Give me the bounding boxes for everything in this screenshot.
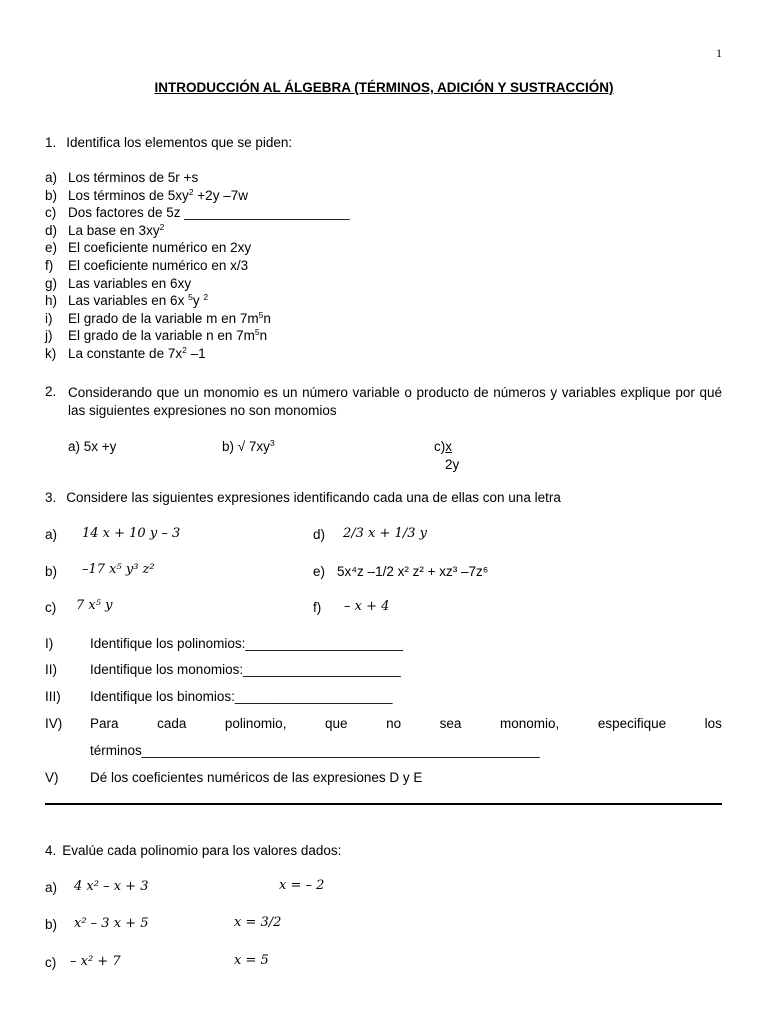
q4-number: 4. [45, 843, 57, 858]
q2-option-b: b) √ $7xy^3$ [222, 438, 275, 454]
q4-label: b) [45, 917, 58, 932]
q3-task-label: II) [45, 662, 57, 677]
q1-list [45, 169, 349, 363]
q4-label: a) [45, 880, 58, 895]
q3-task-label: V) [45, 770, 59, 785]
q3-label-c: c) [45, 600, 57, 615]
list-item: d) La base en $3xy^2$ [45, 221, 165, 238]
q3-heading [45, 490, 561, 505]
q4-prompt: Evalúe cada polinomio para los valores dados: [62, 843, 342, 858]
q2-text: Considerando que un monomio es un número variable o producto de números y variables explique por qué las siguientes expresiones no son monomios [68, 385, 722, 418]
q3-task-label: IV) [45, 716, 63, 731]
q1-prompt: Identifica los elementos que se piden: [66, 135, 293, 150]
q3-label-d: d) [313, 527, 326, 542]
q3-number: 3. [45, 490, 57, 505]
list-item: b) Los términos de $5xy^2 +2y$ –7w [45, 186, 248, 203]
q3-task-label: I) [45, 636, 54, 651]
q4-expr: 4 x² – x + 3 [74, 879, 149, 894]
q4-expr: – x² + 7 [70, 954, 121, 969]
q3-expr-b: –17 x⁵ y³ z² [82, 562, 155, 577]
q3-label-f: f) [313, 600, 322, 615]
q2-option-c-denominator: 2y [445, 457, 460, 472]
q3-expr-d: 2/3 x + 1/3 y [343, 526, 427, 541]
list-item: i) El grado de la variable m en $7m^5n$ [45, 309, 271, 326]
q3-task-iv-line2: términos_____________________________________________________ [90, 743, 540, 758]
q4-value: x = 3/2 [234, 915, 282, 930]
q3-prompt: Considere las siguientes expresiones identificando cada una de ellas con una letra [66, 490, 561, 505]
q3-label-a: a) [45, 527, 58, 542]
list-item: f) El coeficiente numérico en x/3 [45, 257, 249, 273]
q3-task-text: Identifique los monomios:_____________________ [90, 662, 401, 677]
q4-value: x = 5 [234, 953, 269, 968]
list-item: j) El grado de la variable n en $7m^5n$ [45, 327, 268, 344]
q3-task-text: Identifique los binomios:_____________________ [90, 689, 393, 704]
q3-expr-a: 14 x + 10 y – 3 [82, 526, 181, 541]
q3-expr-f: – x + 4 [344, 599, 390, 614]
q4-heading [45, 843, 341, 858]
q3-task-text: Identifique los polinomios:_____________________ [90, 636, 404, 651]
page-number: 1 [716, 46, 722, 60]
list-item: h) Las variables en 6x $^5$y $^2$ [45, 292, 209, 309]
list-item: c) Dos factores de 5z ______________________ [45, 205, 350, 221]
q3-label-e: e) [313, 564, 326, 579]
page-title-text: INTRODUCCIÓN AL ÁLGEBRA (TÉRMINOS, ADICIÓN Y SUSTRACCIÓN) [154, 80, 614, 95]
q3-task-iv-line1: Para cada polinomio, que no sea monomio, especifique los [90, 716, 722, 731]
list-item: a) Los términos de 5r +s [45, 170, 199, 185]
q4-label: c) [45, 955, 57, 970]
q2-option-c: c)x [434, 439, 452, 454]
q1-number: 1. [45, 135, 57, 150]
q3-expr-c: 7 x⁵ y [76, 598, 113, 613]
section-divider [45, 803, 722, 806]
list-item: e) El coeficiente numérico en 2xy [45, 240, 252, 256]
q3-task-label: III) [45, 689, 61, 704]
q1-heading [45, 135, 292, 150]
q3-task-text: Dé los coeficientes numéricos de las expresiones D y E [90, 770, 423, 785]
q4-expr: x² – 3 x + 5 [74, 916, 149, 931]
list-item: k) La constante de $7x^2$ –1 [45, 344, 206, 361]
q3-expr-e: 5x⁴z –1/2 x² z² + xz³ –7z⁶ [337, 564, 489, 579]
q2-option-a: a) 5x +y [68, 439, 117, 454]
list-item: g) Las variables en 6xy [45, 275, 192, 291]
q4-value: x = – 2 [279, 878, 325, 893]
page-title [0, 80, 768, 95]
q2-number: 2. [45, 384, 57, 399]
q3-label-b: b) [45, 564, 58, 579]
